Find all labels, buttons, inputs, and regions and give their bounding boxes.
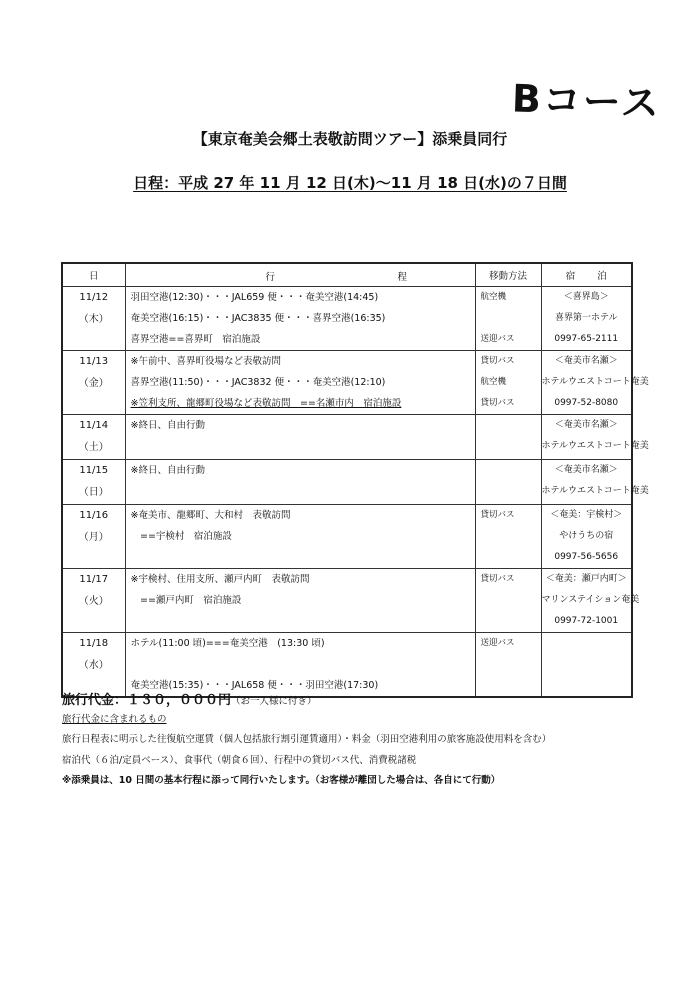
stay-line: 0997-65-2111 (554, 334, 619, 344)
day-cell (62, 460, 125, 505)
route-line: 羽田空港(12:30)・・・JAL659 便・・・奄美空港(14:45) (130, 292, 379, 303)
itinerary-row (62, 415, 632, 460)
transport-line (476, 675, 541, 696)
stay-cell (541, 505, 632, 569)
transport-cell (475, 460, 541, 505)
stay-line: やけうちの宿 (559, 531, 614, 541)
date-text: 11/17 (79, 574, 109, 585)
weekday-text: （月） (78, 532, 109, 543)
route-line: ※午前中、喜界町役場など表敬訪問 (130, 356, 281, 367)
transport-line: 航空機 (480, 377, 507, 387)
included-line-3: ※添乗員は、10 日間の基本行程に添って同行いたします。（お客様が離団した場合は、各自にて行動） (62, 775, 501, 786)
header-route (125, 263, 475, 287)
day-cell (62, 569, 125, 633)
transport-line: 貸切バス (480, 356, 515, 366)
route-cell (125, 415, 475, 460)
weekday-text: （金） (78, 378, 109, 389)
transport-line: 貸切バス (480, 510, 515, 520)
tour-title: 【東京奄美会郷土表敬訪問ツアー】添乗員同行 (192, 130, 508, 148)
stay-line: 0997-56-5656 (554, 552, 619, 562)
day-cell (62, 415, 125, 460)
included-line-1: 旅行日程表に明示した往復航空運賃（個人包括旅行割引運賃適用）・料金（羽田空港利用の旅客施設使用料を含む） (62, 734, 552, 745)
date-text: 11/12 (79, 292, 109, 303)
stay-line: ホテルウエストコート奄美 (541, 377, 649, 387)
header-transport: 移動方法 (475, 263, 541, 287)
day-cell (62, 505, 125, 569)
date-text: 11/13 (79, 356, 109, 367)
stay-cell (541, 569, 640, 633)
itinerary-row (62, 569, 632, 633)
stay-cell (541, 415, 649, 460)
fare-note: （お一人様に付き） (231, 696, 317, 707)
itinerary-row (62, 351, 632, 415)
route-line: ※終日、自由行動 (130, 420, 205, 431)
stay-cell (541, 460, 649, 505)
transport-line (476, 654, 541, 675)
stay-line: ホテルウエストコート奄美 (541, 486, 649, 496)
transport-cell (475, 505, 541, 569)
transport-line (476, 308, 541, 329)
transport-line: 航空機 (480, 292, 507, 302)
transport-cell (475, 415, 541, 460)
stay-line (542, 654, 632, 675)
itinerary-row (62, 287, 632, 351)
stay-line: 喜界第一ホテル (554, 313, 618, 323)
weekday-text: （土） (78, 442, 109, 453)
transport-cell (475, 287, 541, 351)
fare-line (62, 689, 317, 708)
route-cell (125, 287, 475, 351)
route-line: ※終日、自由行動 (130, 465, 205, 476)
transport-line (476, 611, 541, 632)
transport-cell (475, 351, 541, 415)
fare-label: 旅行代金：１３０，０００円 (62, 693, 232, 708)
stay-cell (541, 351, 649, 415)
route-line: ==宇検村 宿泊施設 (130, 531, 232, 542)
transport-line: 送迎バス (480, 638, 515, 648)
date-text: 11/16 (79, 510, 109, 521)
stay-line (542, 633, 632, 654)
transport-line (476, 590, 541, 611)
transport-line (476, 436, 541, 457)
date-text: 11/18 (79, 638, 109, 649)
day-cell (62, 287, 125, 351)
weekday-text: （火） (78, 596, 109, 607)
transport-line (476, 547, 541, 568)
stay-line: ＜奄美市名瀬＞ (554, 420, 618, 430)
stay-cell (541, 633, 632, 698)
route-line (126, 654, 475, 675)
route-line: 喜界空港==喜界町 宿泊施設 (130, 334, 261, 345)
route-line (126, 611, 475, 632)
route-line: ※宇検村、住用支所、瀬戸内町 表敬訪問 (130, 574, 310, 585)
route-line: ※奄美市、龍郷町、大和村 表敬訪問 (130, 510, 291, 521)
stay-cell (541, 287, 632, 351)
course-label: Bコース (511, 76, 662, 126)
stay-line: ＜奄美：瀬戸内町＞ (545, 574, 627, 584)
route-line (126, 436, 475, 457)
stay-line: ＜喜界島＞ (563, 292, 609, 302)
transport-line: 送迎バス (480, 334, 515, 344)
header-stay (541, 263, 632, 287)
included-heading: 旅行代金に含まれるもの (62, 714, 167, 725)
route-line: ※笠利支所、龍郷町役場など表敬訪問 ==名瀬市内 宿泊施設 (130, 398, 402, 409)
itinerary-row (62, 633, 632, 698)
route-cell (125, 505, 475, 569)
stay-line: ＜奄美市名瀬＞ (554, 356, 618, 366)
route-line (126, 547, 475, 568)
header-stay-a: 宿 (565, 271, 576, 282)
itinerary-row (62, 505, 632, 569)
header-route-b: 程 (397, 272, 408, 283)
header-route-a: 行 (265, 272, 276, 283)
weekday-text: （日） (78, 487, 109, 498)
stay-line: ＜奄美市名瀬＞ (554, 465, 618, 475)
transport-line (476, 526, 541, 547)
transport-cell (475, 569, 541, 633)
date-text: 11/14 (79, 420, 109, 431)
itinerary-row (62, 460, 632, 505)
transport-line (476, 481, 541, 502)
route-cell (125, 460, 475, 505)
route-cell (125, 351, 475, 415)
transport-line: 貸切バス (480, 574, 515, 584)
weekday-text: （水） (78, 660, 109, 671)
included-line-2: 宿泊代（６泊/定員ベース）、食事代（朝食６回）、行程中の貸切バス代、消費税諸税 (62, 755, 417, 766)
route-line (126, 481, 475, 502)
transport-cell (475, 633, 541, 698)
transport-line (476, 460, 541, 481)
table-header-row (62, 263, 632, 287)
date-text: 11/15 (79, 465, 109, 476)
route-cell (125, 633, 475, 698)
day-cell (62, 351, 125, 415)
stay-line: ＜奄美：宇検村＞ (550, 510, 623, 520)
itinerary-table (61, 262, 649, 698)
route-line: 喜界空港(11:50)・・・JAC3832 便・・・奄美空港(12:10) (130, 377, 386, 388)
header-stay-b: 泊 (597, 271, 607, 282)
day-cell (62, 633, 125, 698)
header-day: 日 (62, 263, 125, 287)
route-cell (125, 569, 475, 633)
stay-line (542, 675, 632, 696)
schedule-dates: 日程：平成 27 年 11 月 12 日(木)～11 月 18 日(水)の７日間 (133, 174, 567, 192)
stay-line: ホテルウエストコート奄美 (541, 441, 649, 451)
route-line: 奄美空港(15:35)・・・JAL658 便・・・羽田空港(17:30) (130, 680, 379, 691)
route-line: 奄美空港(16:15)・・・JAC3835 便・・・喜界空港(16:35) (130, 313, 386, 324)
stay-line: マリンステイション奄美 (541, 595, 640, 605)
route-line: ==瀬戸内町 宿泊施設 (130, 595, 242, 606)
route-line: ホテル(11:00 頃)===奄美空港 (13:30 頃) (130, 638, 325, 649)
transport-line: 貸切バス (480, 398, 515, 408)
transport-line (476, 415, 541, 436)
weekday-text: （木） (78, 314, 109, 325)
stay-line: 0997-72-1001 (554, 616, 619, 626)
stay-line: 0997-52-8080 (554, 398, 619, 408)
